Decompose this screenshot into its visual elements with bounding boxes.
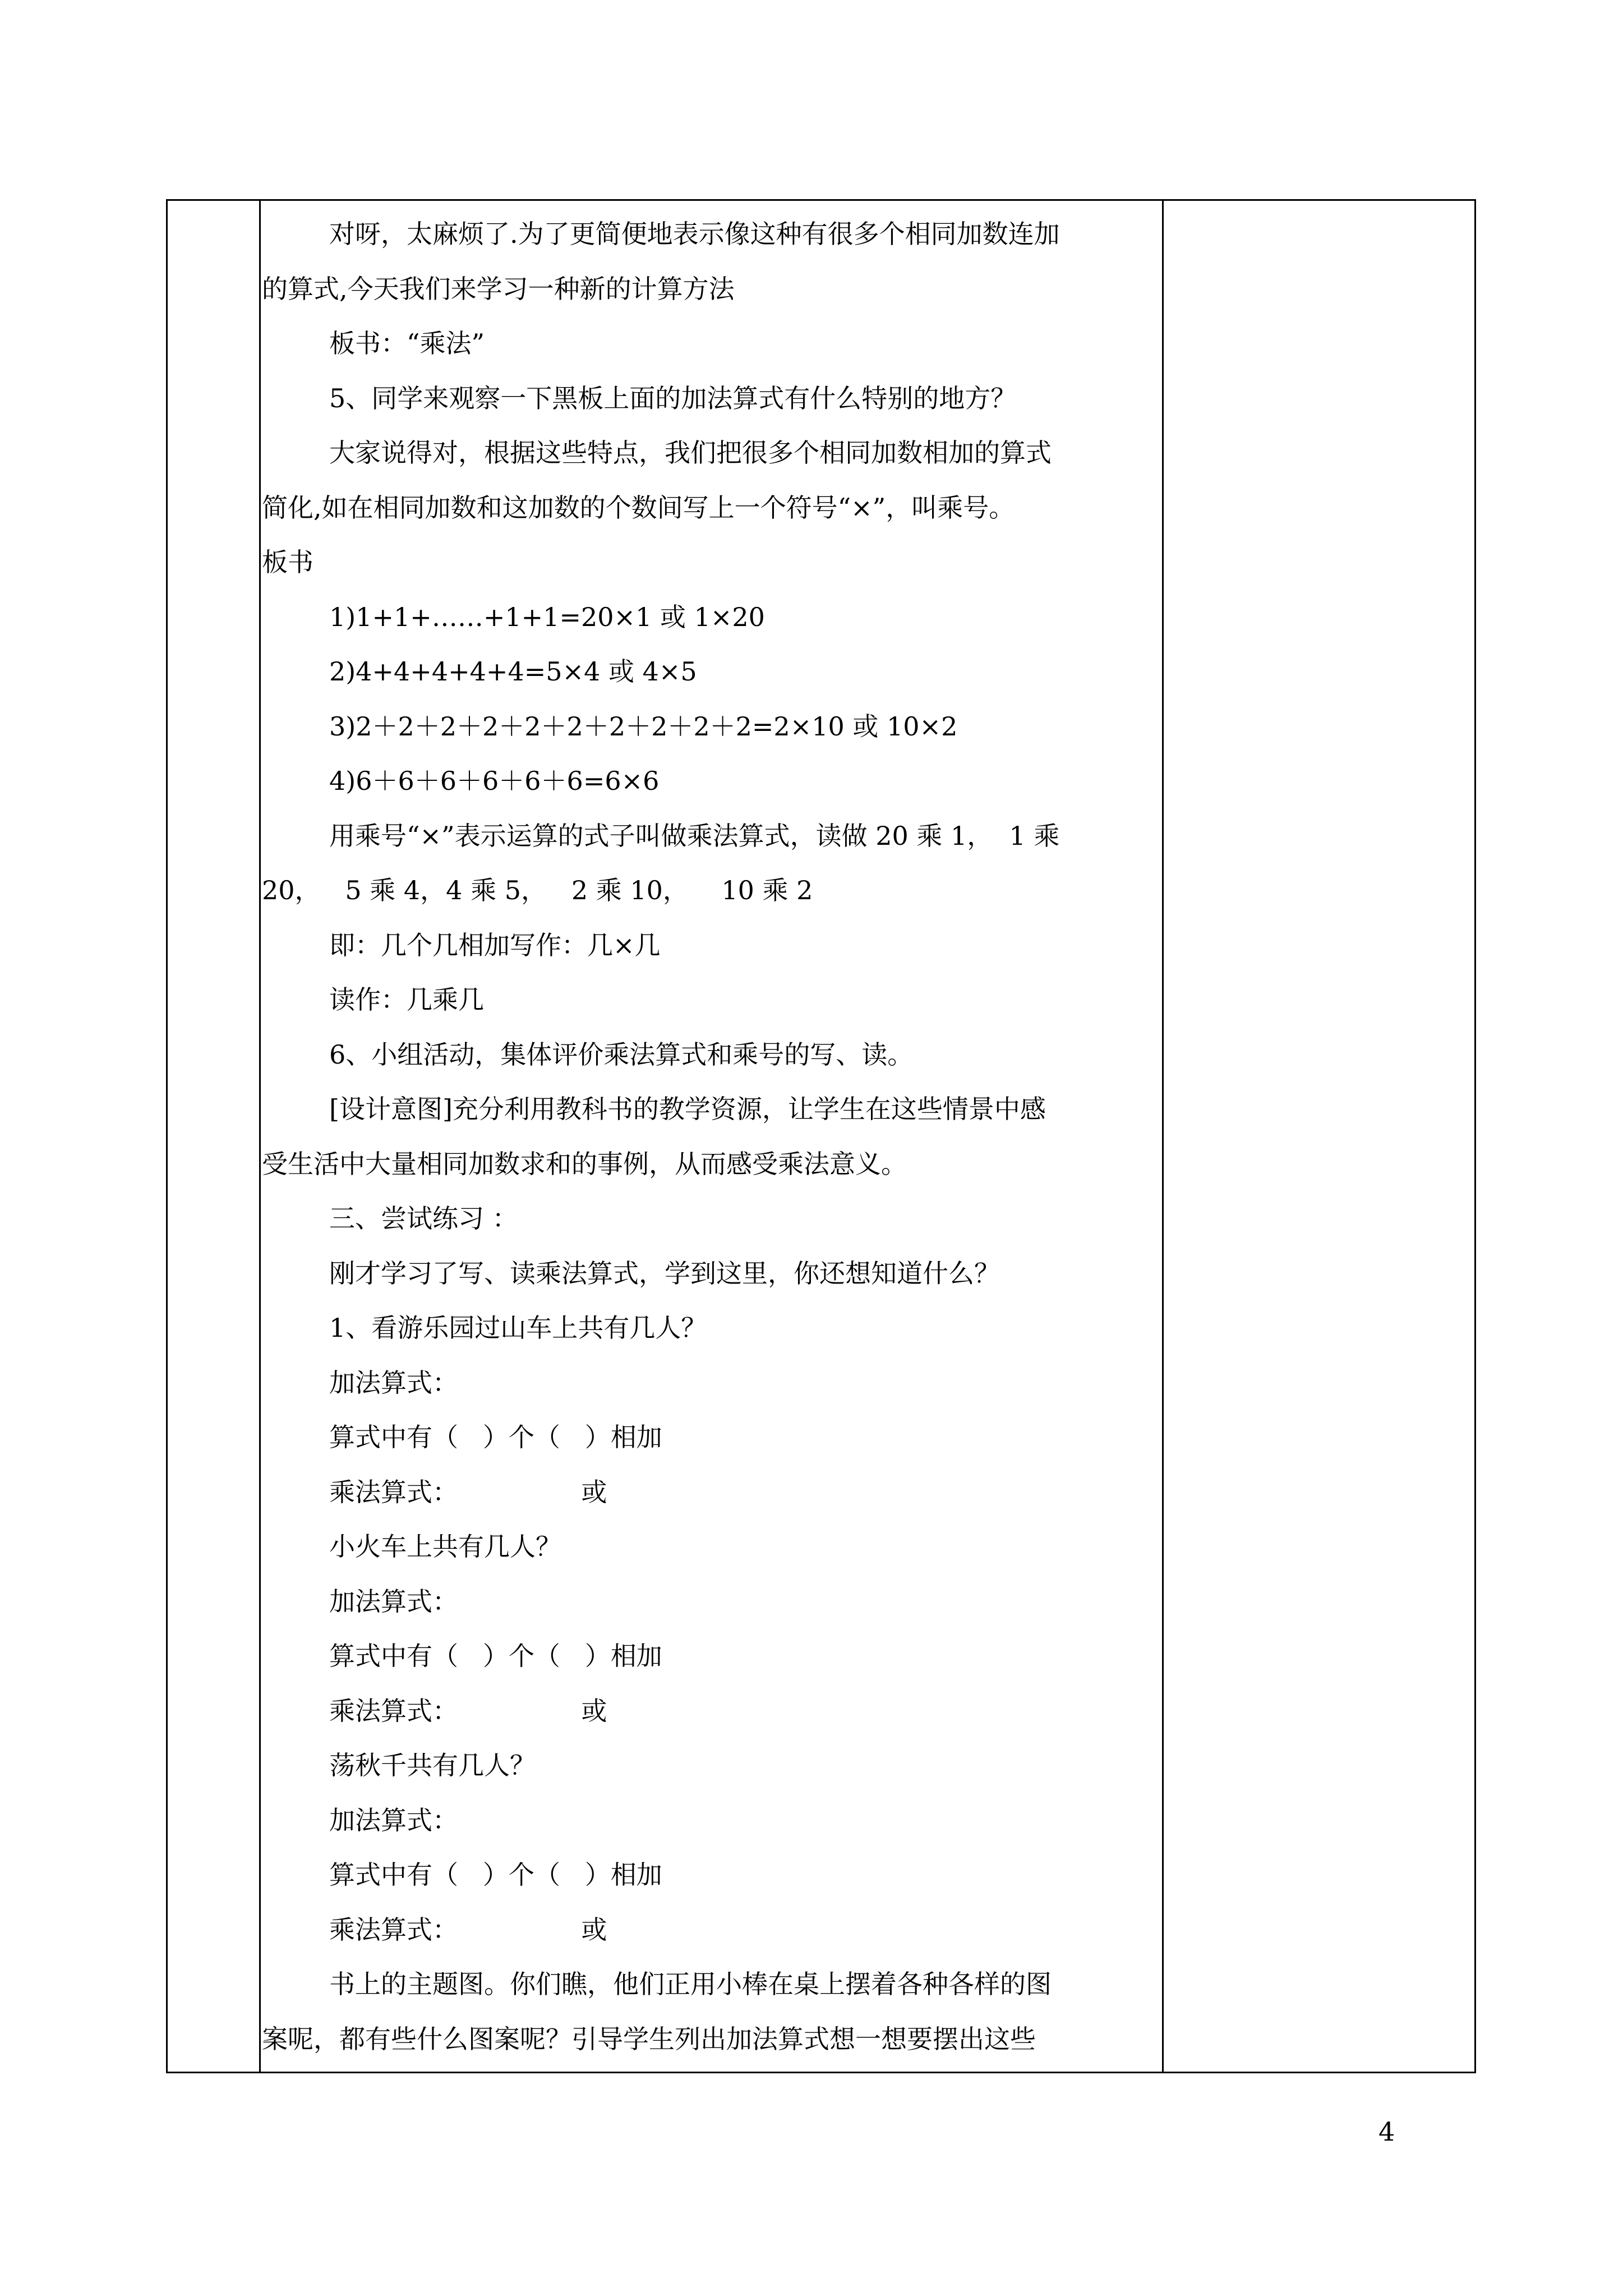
text-line: 即：几个几相加写作：几×几 (329, 930, 661, 960)
text-line: [设计意图]充分利用教科书的教学资源，让学生在这些情景中感 (329, 1094, 1046, 1124)
text-line: 对呀，太麻烦了.为了更简便地表示像这种有很多个相同加数连加 (329, 219, 1060, 249)
text-line: 加法算式： (329, 1367, 458, 1398)
text-line: 乘法算式： 或 (329, 1695, 607, 1726)
text-line: 5、同学来观察一下黑板上面的加法算式有什么特别的地方？ (329, 383, 1017, 413)
text-line: 案呢，都有些什么图案呢？引导学生列出加法算式想一想要摆出这些 (262, 2023, 1036, 2054)
text-line: 小火车上共有几人？ (329, 1531, 561, 1562)
column-divider-left (259, 201, 261, 2072)
text-line: 板书 (262, 547, 313, 577)
text-line: 用乘号“×”表示运算的式子叫做乘法算式，读做 20 乘 1， 1 乘 (329, 820, 1060, 851)
text-line: 加法算式： (329, 1586, 458, 1617)
text-line: 受生活中大量相同加数求和的事例，从而感受乘法意义。 (262, 1148, 907, 1179)
column-divider-right (1162, 201, 1164, 2072)
text-line: 1)1+1+……+1+1=20×1 或 1×20 (329, 601, 765, 632)
page-number: 4 (1378, 2116, 1395, 2147)
text-line: 简化,如在相同加数和这加数的个数间写上一个符号“×”，叫乘号。 (262, 492, 1015, 523)
text-line: 三、尝试练习 ： (329, 1203, 518, 1234)
text-line: 板书：“乘法” (329, 328, 485, 358)
text-line: 算式中有（ ）个（ ）相加 (329, 1641, 662, 1671)
text-line: 4)6＋6＋6＋6＋6＋6=6×6 (329, 766, 660, 796)
text-line: 荡秋千共有几人？ (329, 1750, 536, 1780)
text-line: 大家说得对，根据这些特点，我们把很多个相同加数相加的算式 (329, 438, 1052, 468)
text-line: 乘法算式： 或 (329, 1476, 607, 1507)
text-line: 的算式,今天我们来学习一种新的计算方法 (262, 273, 735, 304)
text-line: 3)2＋2＋2＋2＋2＋2＋2＋2＋2＋2=2×10 或 10×2 (329, 711, 958, 742)
text-line: 20， 5 乘 4，4 乘 5， 2 乘 10， 10 乘 2 (262, 875, 813, 905)
text-line: 加法算式： (329, 1805, 458, 1835)
lesson-content-cell (262, 199, 1159, 2073)
text-line: 乘法算式： 或 (329, 1914, 607, 1945)
text-line: 书上的主题图。你们瞧，他们正用小棒在桌上摆着各种各样的图 (329, 1969, 1052, 1999)
text-line: 算式中有（ ）个（ ）相加 (329, 1860, 662, 1890)
text-line: 算式中有（ ）个（ ）相加 (329, 1422, 662, 1452)
text-line: 1、看游乐园过山车上共有几人？ (329, 1313, 707, 1343)
text-line: 2)4+4+4+4+4=5×4 或 4×5 (329, 656, 697, 687)
text-line: 读作：几乘几 (329, 984, 484, 1015)
text-line: 刚才学习了写、读乘法算式，学到这里，你还想知道什么？ (329, 1258, 1000, 1289)
text-line: 6、小组活动，集体评价乘法算式和乘号的写、读。 (329, 1039, 914, 1070)
